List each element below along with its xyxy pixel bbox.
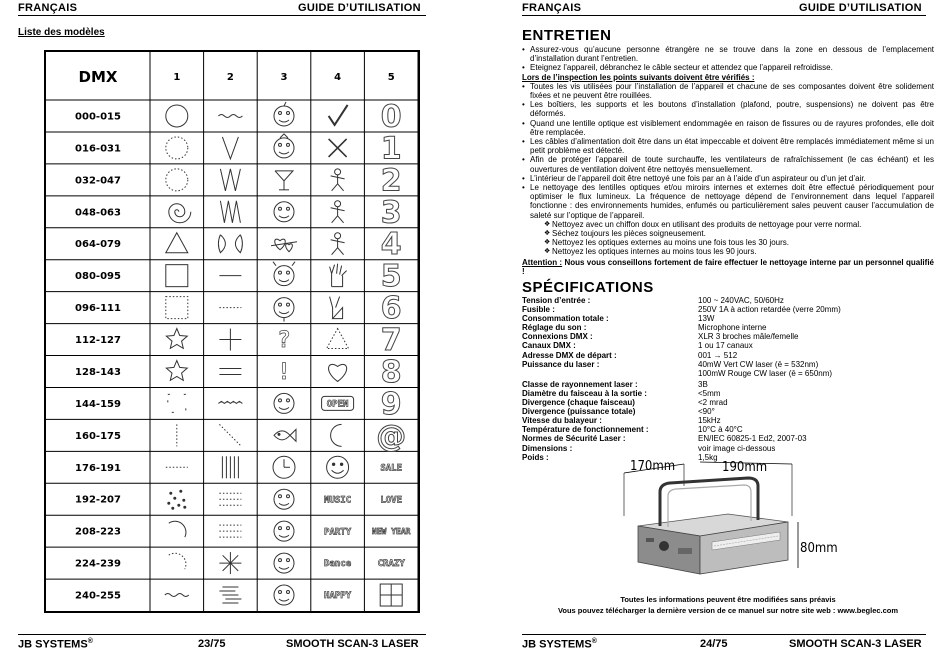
- pattern-lips-tongue-icon: [274, 202, 294, 222]
- spec-row: [522, 425, 942, 434]
- pattern-dots-square-icon: [168, 394, 186, 412]
- spec-row: [522, 341, 942, 350]
- column-header: 3: [280, 72, 288, 83]
- header-language: FRANÇAIS: [522, 2, 582, 14]
- spec-value: 3B: [698, 379, 708, 389]
- svg-text:PARTY: PARTY: [324, 527, 352, 538]
- dmx-range: 240-255: [75, 590, 121, 602]
- spec-value: 1 ou 17 canaux: [698, 341, 753, 351]
- footer-page-number: 23/75: [198, 638, 226, 650]
- spec-label: Diamètre du faisceau à la sortie :: [522, 388, 647, 398]
- spec-row: [522, 369, 942, 378]
- entretien-text: [522, 45, 934, 276]
- pattern-cross-icon: [219, 329, 241, 351]
- spec-row: [522, 407, 942, 416]
- svg-text:SALE: SALE: [380, 463, 403, 474]
- spec-label: Canaux DMX :: [522, 341, 576, 351]
- disclaimer-note: Toutes les informations peuvent être modifiées sans préavis: [620, 595, 836, 604]
- pattern-alien-head-icon: [273, 262, 295, 286]
- dmx-header: DMX: [78, 68, 118, 86]
- pattern-v-shape-icon: [222, 137, 238, 159]
- pattern-circle-icon: [166, 105, 188, 127]
- spec-label: Consommation totale :: [522, 314, 609, 324]
- svg-text:MUSIC: MUSIC: [324, 495, 352, 506]
- list-item: • Quand une lentille optique est visiblement endommagée en raison de fissures ou de rayures profondes, elle doit être remplacée.: [522, 119, 934, 137]
- pattern-dance-icon: [324, 559, 352, 569]
- header-rule: [522, 15, 926, 16]
- dim-depth-label: 190mm: [722, 460, 768, 475]
- pattern-money-bag-icon: [274, 134, 294, 158]
- pattern-party-face-icon: [274, 521, 294, 541]
- pattern-digit-5-icon: [381, 259, 402, 294]
- footer-rule: [522, 634, 926, 635]
- pattern-hearts-icon: [271, 239, 297, 252]
- dmx-range: 080-095: [75, 271, 121, 283]
- footer-product: SMOOTH SCAN-3 LASER: [789, 638, 922, 650]
- pattern-flower-icon: [274, 298, 294, 322]
- list-item: • Les boîtiers, les supports et les boutons d’installation (plafond, poutre, suspensions) ne doivent pas être déformés.: [522, 100, 934, 118]
- pattern-digit-9-icon: [381, 387, 402, 422]
- svg-text:0: 0: [380, 99, 402, 135]
- pattern-new-year-icon: [372, 527, 411, 536]
- spec-row: [522, 434, 942, 443]
- spec-row: [522, 444, 942, 453]
- spec-value: <2 mrad: [698, 398, 728, 408]
- pattern-lips-icon: [274, 489, 294, 509]
- spec-value: EN/IEC 60825-1 Ed2, 2007-03: [698, 434, 807, 444]
- spec-value: 001 → 512: [698, 350, 738, 360]
- attention-note: Attention : Nous vous conseillons fortement de faire effectuer le nettoyage interne par un personnel qualifié !: [522, 257, 934, 276]
- pattern-dotted-lines-icon: [219, 493, 241, 505]
- svg-text:LOVE: LOVE: [380, 495, 403, 506]
- pattern-arc-icon: [169, 521, 186, 537]
- svg-text:7: 7: [380, 323, 402, 359]
- specs-title: SPÉCIFICATIONS: [522, 279, 654, 296]
- pattern-dotted-circle-icon: [166, 137, 188, 159]
- dim-width-label: 170mm: [630, 459, 676, 474]
- spec-value: 250V 1A à action retardée (verre 20mm): [698, 305, 841, 315]
- spec-value: 15kHz: [698, 416, 721, 426]
- dmx-range: 128-143: [75, 366, 121, 378]
- pattern-asterisk-icon: [219, 552, 241, 574]
- pattern-peace-hand-icon: [330, 297, 343, 319]
- pattern-crazy-icon: [378, 559, 406, 569]
- pattern-wave-small-icon: [218, 401, 242, 403]
- header-rule: [18, 15, 426, 16]
- entretien-list-1: [522, 45, 934, 73]
- spec-row: [522, 351, 942, 360]
- pattern-face-icon: [274, 585, 294, 605]
- list-item: • L’intérieur de l’appareil doit être nettoyé une fois par an à l’aide d’un aspirateur ou d’un jet d’air.: [522, 174, 934, 183]
- spec-row: [522, 314, 942, 323]
- inspection-heading: Lors de l’inspection les points suivants doivent être vérifiés :: [522, 72, 755, 82]
- svg-text:@: @: [376, 418, 407, 454]
- spec-label: Connexions DMX :: [522, 332, 593, 342]
- pattern-square-icon: [166, 265, 188, 287]
- spec-row: [522, 332, 942, 341]
- list-item: ❖ Nettoyez les optiques internes au moins tous les 90 jours.: [522, 247, 934, 256]
- pattern-umbrella-figure-icon: [274, 393, 294, 413]
- left-page: [0, 0, 470, 654]
- pattern-music-icon: [324, 495, 351, 505]
- pattern-pumpkin-icon: [274, 102, 294, 126]
- pattern-digit-4-icon: [381, 227, 402, 262]
- pattern-party-icon: [324, 527, 352, 537]
- pattern-wave-line-icon: [218, 114, 242, 117]
- spec-value: 1,5kg: [698, 452, 718, 462]
- header-guide: GUIDE D’UTILISATION: [298, 2, 421, 14]
- spec-label: Température de fonctionnement :: [522, 425, 649, 435]
- right-page: [480, 0, 950, 654]
- pattern-digit-0-icon: [381, 99, 402, 134]
- spec-row: [522, 389, 942, 398]
- svg-text:3: 3: [380, 195, 402, 231]
- pattern-love-icon: [380, 495, 402, 505]
- pattern-dotted-arc-icon: [169, 553, 186, 569]
- pattern-digit-3-icon: [381, 195, 402, 230]
- spec-row: [522, 323, 942, 332]
- spec-value: 100mW Rouge CW laser (ē = 650nm): [698, 368, 833, 378]
- spec-value: voir image ci-dessous: [698, 443, 776, 453]
- dmx-range: 096-111: [75, 303, 121, 315]
- spec-value: XLR 3 broches mâle/femelle: [698, 332, 799, 342]
- list-item: • Assurez-vous qu’aucune personne étrangère ne se trouve dans la zone en dessous de l’emplacement d’installation durant l’entretien.: [522, 45, 934, 63]
- list-item: ❖ Nettoyez avec un chiffon doux en utilisant des produits de nettoyage pour verre normal.: [522, 220, 934, 229]
- dmx-range: 112-127: [75, 335, 121, 347]
- spec-label: Tension d’entrée :: [522, 296, 591, 305]
- svg-text:8: 8: [380, 354, 402, 390]
- list-item: • Le nettoyage des lentilles optiques et/ou miroirs internes et externes doit être effectué périodiquement pour optimiser le flux lumineux. La fréquence de nettoyage dépend de l’environnement dans lequel l’appareil fonctionne : des environnements humides, enfumés ou particulièrement sales peuvent causer l’accumulation de saleté sur l’optique de l’appareil.: [522, 183, 934, 220]
- footer-page-number: 24/75: [700, 638, 728, 650]
- spec-row: [522, 380, 942, 389]
- list-item: • Afin de protéger l’appareil de toute surchauffe, les ventilateurs de rafraîchissement (le cas échéant) et les ouvertures de ventilation doivent être nettoyés mensuellement.: [522, 155, 934, 173]
- svg-text:NEW YEAR: NEW YEAR: [371, 526, 411, 536]
- dmx-range: 000-015: [75, 111, 121, 123]
- column-header: 5: [387, 72, 395, 83]
- spec-value: 100 ~ 240VAC, 50/60Hz: [698, 296, 784, 305]
- pattern-exclamation-mark-icon: [277, 360, 290, 385]
- pattern-dotted-square-icon: [166, 297, 188, 319]
- spec-label: Divergence (puissance totale): [522, 407, 636, 417]
- list-item: ❖ Séchez toujours les pièces soigneusement.: [522, 229, 934, 238]
- dmx-range: 064-079: [75, 239, 121, 251]
- svg-text:6: 6: [380, 291, 402, 327]
- dim-height-label: 80mm: [800, 541, 838, 556]
- pattern-digit-2-icon: [381, 163, 402, 198]
- list-item: • Les câbles d’alimentation doit être dans un état impeccable et doivent être remplacés immédiatement même si un petit problème est détecté.: [522, 137, 934, 155]
- svg-text:Dance: Dance: [324, 559, 352, 570]
- pattern-x-shape-icon: [329, 139, 347, 157]
- dmx-range: 016-031: [75, 143, 121, 155]
- list-item: • Eteignez l’appareil, débranchez le câble secteur et attendez que l’appareil refroidisse.: [522, 63, 934, 72]
- svg-text:4: 4: [380, 227, 402, 263]
- pattern-triangle-icon: [166, 233, 188, 253]
- dmx-range: 144-159: [75, 398, 121, 410]
- spec-label: Fusible :: [522, 305, 555, 315]
- dmx-range: 048-063: [75, 207, 121, 219]
- svg-text:CRAZY: CRAZY: [377, 559, 405, 570]
- header-guide: GUIDE D’UTILISATION: [799, 2, 922, 14]
- spec-label: Classe de rayonnement laser :: [522, 379, 638, 389]
- spec-value: 13W: [698, 314, 715, 324]
- pattern-vertical-lines-icon: [222, 456, 238, 478]
- pattern-digit-6-icon: [381, 291, 402, 326]
- spec-label: Réglage du son :: [522, 323, 587, 333]
- pattern-hand-icon: [330, 264, 347, 287]
- pattern-wave-icon: [165, 594, 189, 597]
- pattern-digit-7-icon: [381, 323, 402, 358]
- pattern-stick-figure-icon: [331, 169, 345, 191]
- dmx-range: 176-191: [75, 462, 121, 474]
- pattern-open-sign-icon: [322, 396, 354, 410]
- svg-text:1: 1: [380, 131, 402, 167]
- pattern-clock-icon: [273, 456, 295, 478]
- header-language: FRANÇAIS: [18, 2, 78, 14]
- model-table-grid: [46, 52, 418, 611]
- dmx-range: 224-239: [75, 558, 121, 570]
- spec-row: [522, 296, 942, 305]
- spec-value: Microphone interne: [698, 323, 767, 333]
- pattern-martini-glass-icon: [275, 171, 293, 190]
- spec-row: [522, 416, 942, 425]
- pattern-star-icon: [166, 361, 187, 381]
- svg-text:?: ?: [277, 328, 291, 354]
- footer-brand: JB SYSTEMS®: [18, 638, 93, 651]
- spec-value: <5mm: [698, 388, 721, 398]
- svg-text:9: 9: [380, 386, 402, 422]
- svg-text:OPEN: OPEN: [326, 399, 349, 410]
- column-header: 2: [226, 72, 234, 83]
- download-note: Vous pouvez télécharger la dernière version de ce manuel sur notre site web : www.beglec.com: [557, 606, 899, 615]
- dmx-range: 160-175: [75, 430, 121, 442]
- column-header: 4: [334, 72, 342, 83]
- pattern-triangle-dots-icon: [327, 329, 349, 349]
- pattern-heart-icon: [329, 364, 347, 381]
- specs-table: [522, 296, 942, 462]
- spec-row: [522, 398, 942, 407]
- pattern-checkmark-icon: [329, 105, 348, 125]
- pattern-w-shape-icon: [220, 169, 240, 191]
- pattern-lips-icon: [274, 553, 294, 573]
- footer-rule: [18, 634, 426, 635]
- pattern-dotted-diagonal-icon: [219, 424, 241, 446]
- pattern-dancing-figure-icon: [331, 233, 345, 255]
- spec-value: 10°C à 40°C: [698, 425, 743, 435]
- footer-product: SMOOTH SCAN-3 LASER: [286, 638, 419, 650]
- pattern-at-sign-icon: [376, 419, 406, 454]
- spec-label: Divergence (chaque faisceau): [522, 398, 635, 408]
- pattern-question-mark-icon: [277, 328, 290, 353]
- pattern-star-icon: [166, 329, 187, 349]
- pattern-fish-icon: [274, 429, 296, 441]
- pattern-digit-1-icon: [381, 131, 402, 166]
- spec-value: 40mW Vert CW laser (ē = 532nm): [698, 359, 819, 369]
- spec-row: [522, 305, 942, 314]
- pattern-stick-figure-icon: [331, 201, 345, 223]
- footer-brand: JB SYSTEMS®: [522, 638, 597, 651]
- model-list-title: Liste des modèles: [18, 27, 105, 38]
- svg-text:2: 2: [380, 163, 402, 199]
- pattern-sale-icon: [380, 463, 402, 473]
- pattern-happy-icon: [324, 591, 352, 601]
- svg-text:5: 5: [380, 259, 402, 295]
- dmx-range: 032-047: [75, 175, 121, 187]
- pattern-dotted-circle-icon: [166, 169, 188, 191]
- dmx-range: 192-207: [75, 494, 121, 506]
- pattern-smiley-icon: [327, 456, 349, 478]
- spec-label: Normes de Sécurité Laser :: [522, 434, 626, 444]
- spec-label: Poids :: [522, 452, 549, 462]
- pattern-window-icon: [380, 584, 402, 606]
- pattern-dotted-lines-icon: [219, 525, 241, 537]
- column-header: 1: [173, 72, 181, 83]
- pattern-zigzag-icon: [220, 201, 240, 223]
- pattern-dashes-icon: [219, 587, 241, 603]
- spec-label: Adresse DMX de départ :: [522, 350, 617, 360]
- spec-label: Vitesse du balayeur :: [522, 416, 602, 426]
- list-item: ❖ Nettoyez les optiques externes au moins une fois tous les 30 jours.: [522, 238, 934, 247]
- pattern-bow-shape-icon: [218, 235, 242, 253]
- spec-row: [522, 360, 942, 369]
- spec-value: <90°: [698, 407, 715, 417]
- pattern-digit-8-icon: [381, 355, 402, 390]
- entretien-list-2: [522, 82, 934, 220]
- dmx-range: 208-223: [75, 526, 121, 538]
- device-dimension-drawing: [620, 456, 860, 596]
- entretien-title: ENTRETIEN: [522, 27, 612, 44]
- list-item: • Toutes les vis utilisées pour l’installation de l’appareil et chacune de ses composantes doivent être solidement fixées et ne peuvent être rouillées.: [522, 82, 934, 100]
- svg-text:HAPPY: HAPPY: [324, 591, 352, 602]
- spec-label: Puissance du laser :: [522, 359, 600, 369]
- pattern-double-line-icon: [219, 368, 241, 374]
- svg-text:!: !: [277, 360, 291, 386]
- entretien-sub-list: [522, 220, 934, 257]
- spec-label: Dimensions :: [522, 443, 573, 453]
- model-table: [44, 50, 420, 613]
- pattern-scattered-dots-icon: [168, 490, 186, 509]
- pattern-spiral-icon: [169, 204, 191, 223]
- pattern-moon-face-icon: [331, 424, 342, 446]
